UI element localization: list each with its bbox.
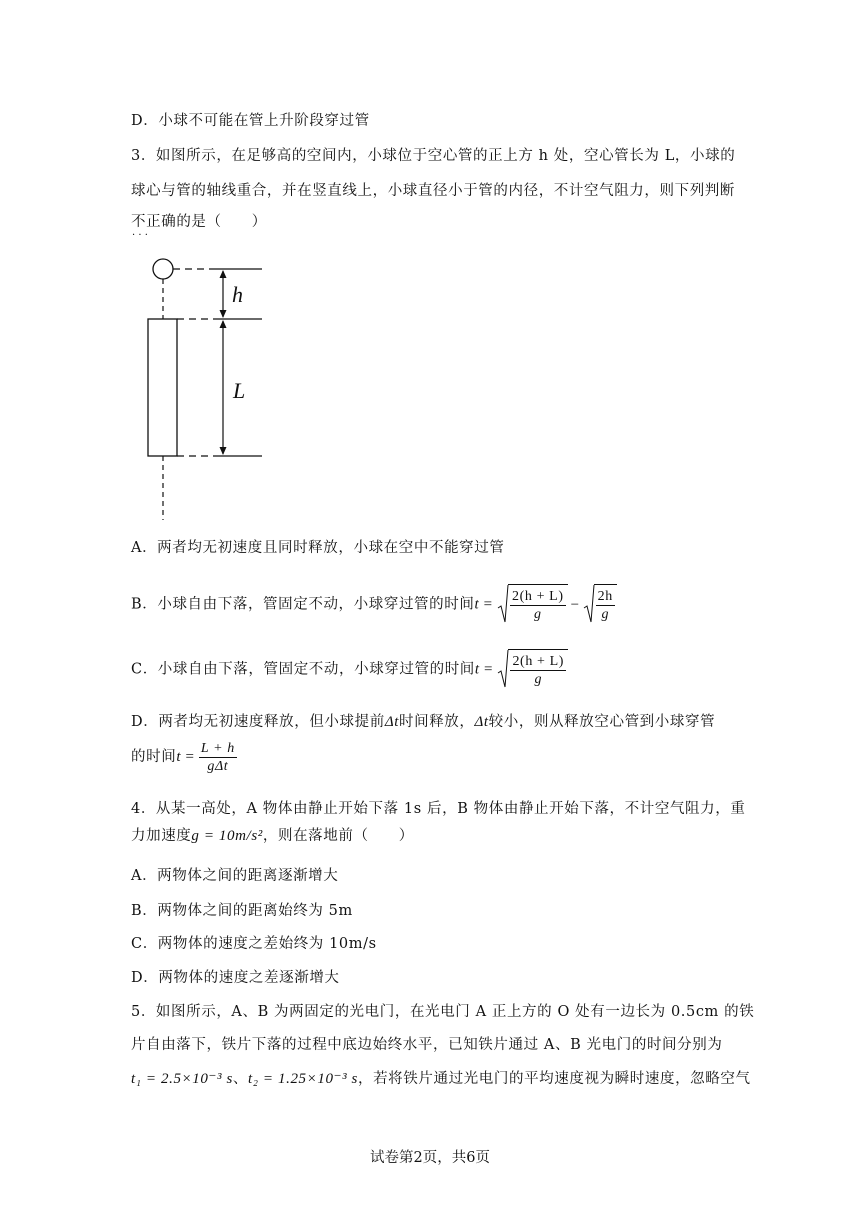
q3-option-b-sqrt1: $\frac{2(h + L)}{g}$ — [497, 584, 568, 625]
q2-option-d: D．小球不可能在管上升阶段穿过管 — [131, 113, 370, 129]
q5-stem-line1: 5．如图所示，A、B 为两固定的光电门，在光电门 A 正上方的 O 处有一边长为 0.5cm 的铁 — [131, 1004, 755, 1020]
q4-option-b: B．两物体之间的距离始终为 5m — [131, 903, 353, 919]
q3-stem-line1: 3．如图所示，在足够高的空间内，小球位于空心管的正上方 h 处，空心管长为 L，小球的 — [131, 148, 736, 164]
q3-option-b-t: t — [474, 596, 480, 613]
h-label: h — [232, 282, 243, 307]
q3-option-b-sqrt2: $\frac{2h}{g}$ — [583, 584, 617, 625]
q5-stem-line3: t₁ = 2.5×10⁻³ s、t₂ = 1.25×10⁻³ s，若将铁片通过光电门的平均速度视为瞬时速度，忽略空气 — [131, 1071, 751, 1087]
q3-figure — [130, 252, 280, 527]
q3-emphasis-not-correct: 不正确 · · · — [131, 212, 176, 232]
arrow-down-icon — [220, 447, 227, 455]
q5-stem-line2: 片自由落下，铁片下落的过程中底边始终水平，已知铁片通过 A、B 光电门的时间分别为 — [131, 1037, 723, 1053]
q4-option-c: C．两物体的速度之差始终为 10m/s — [131, 936, 377, 952]
q3-option-d-line2: 的时间t = $\frac{L + h}{\text{gΔt}}$ — [131, 740, 235, 774]
q4-stem-line1: 4．从某一高处，A 物体由静止开始下落 1s 后，B 物体由静止开始下落，不计空气阻力，重 — [131, 801, 746, 817]
q3-stem-line3-rest: 的是（ ） — [176, 214, 267, 230]
arrow-up-icon — [220, 270, 227, 278]
q3-option-c-sqrt: $\frac{2(h + L)}{g}$ — [497, 649, 568, 690]
q4-option-a: A．两物体之间的距离逐渐增大 — [131, 868, 339, 884]
q3-stem-line2: 球心与管的轴线重合，并在竖直线上，小球直径小于管的内径，不计空气阻力，则下列判断 — [131, 183, 735, 199]
q4-stem-line2: 力加速度g = 10m/s²，则在落地前（ ） — [131, 828, 414, 844]
q3-option-c-text: C．小球自由下落，管固定不动，小球穿过管的时间 — [131, 661, 475, 678]
q3-option-d-line1: D．两者均无初速度释放，但小球提前Δt时间释放，Δt较小，则从释放空心管到小球穿管 — [131, 714, 716, 730]
arrow-up-icon — [220, 320, 227, 328]
q3-option-c: C．小球自由下落，管固定不动，小球穿过管的时间t = $\frac{2(h + L)}{g}$ — [131, 649, 568, 690]
q3-stem-line3 — [131, 212, 267, 232]
q3-option-b: B．小球自由下落，管固定不动，小球穿过管的时间t = $\frac{2(h + L)}{g}$ − $\frac{2h}{g}$ — [131, 584, 617, 625]
q3-option-a: A．两者均无初速度且同时释放，小球在空中不能穿过管 — [131, 540, 505, 556]
q3-option-c-t: t — [474, 661, 480, 678]
hollow-tube — [148, 319, 177, 456]
q4-option-d: D．两物体的速度之差逐渐增大 — [131, 970, 340, 986]
arrow-down-icon — [220, 310, 227, 318]
page-footer: 试卷第2页，共6页 — [370, 1150, 490, 1166]
L-label: L — [233, 378, 246, 403]
q3-option-b-minus: − — [570, 596, 580, 613]
ball-icon — [153, 259, 173, 279]
q3-option-b-text: B．小球自由下落，管固定不动，小球穿过管的时间 — [131, 596, 475, 613]
